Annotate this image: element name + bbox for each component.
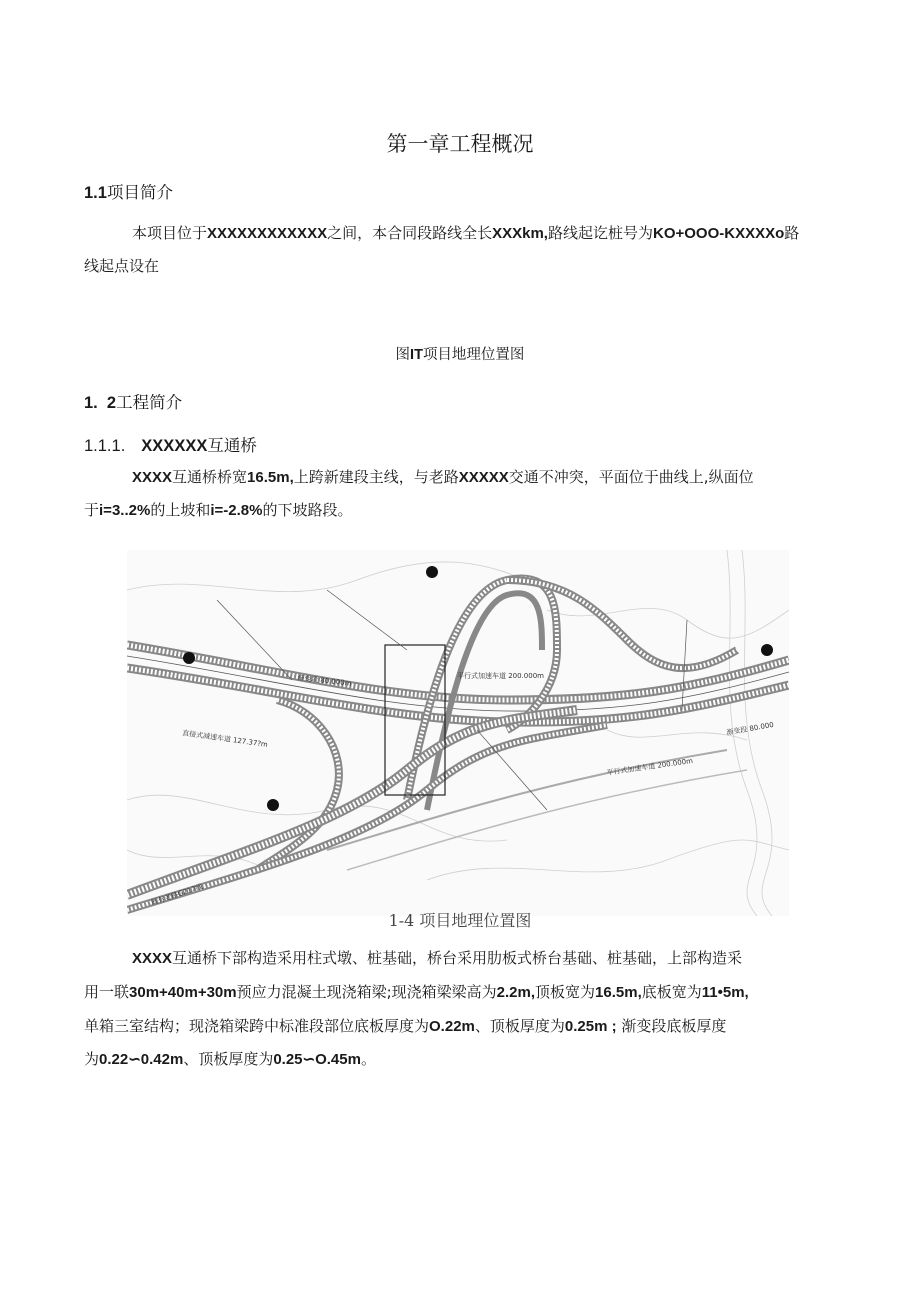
structure-paragraph-line-3 (84, 1015, 834, 1036)
span-value: 30m+40m+30m (129, 984, 237, 1001)
section-title: 互通桥 (207, 436, 257, 455)
text: 路线起讫桩号为 (547, 224, 653, 242)
text: 渐变段底板厚度 (616, 1017, 727, 1035)
drawing-caption: 1-4 项目地理位置图 (388, 911, 532, 930)
grade-up-value: i=3..2% (99, 502, 151, 519)
text: 为 (84, 1050, 100, 1068)
section-number: 1. 2 (84, 394, 117, 412)
bridge-paragraph-line-1 (84, 466, 834, 487)
bottom-width-value: 11•5m, (701, 984, 749, 1001)
bridge-name: XXXX (132, 469, 173, 486)
label-accel-lane: 平行式加速车道 200.000m (457, 672, 544, 680)
text: 的上坡和 (150, 501, 211, 519)
section-heading-1-2 (84, 389, 182, 413)
width-value: 16.5m, (247, 469, 294, 486)
text: 预应力混凝土现浇箱梁;现浇箱梁梁高为 (236, 983, 497, 1001)
bottom-thickness-range: 0.22∽0.42m (99, 1051, 184, 1068)
figure-caption-1 (0, 343, 920, 364)
figure-number: IT (410, 347, 423, 363)
label-taper: 渐变段 80.000m (296, 674, 352, 688)
structure-paragraph-line-2 (84, 981, 834, 1002)
text: 、顶板厚度为 (474, 1017, 565, 1035)
intro-paragraph-line-1 (84, 222, 834, 243)
structure-paragraph-line-1 (84, 947, 834, 968)
top-width-value: 16.5m, (595, 984, 642, 1001)
grade-down-value: i=-2.8% (210, 502, 263, 519)
text: 路 (784, 224, 800, 242)
text: 之间，本合同段路线全长 (327, 224, 493, 242)
section-title: 项目简介 (106, 183, 173, 202)
bridge-name: XXXX (132, 950, 173, 967)
station-value: KO+OOO-KXXXXo (652, 225, 785, 242)
bottom-thickness-value: O.22m (429, 1018, 475, 1035)
text: 单箱三室结构；现浇箱梁跨中标准段部位底板厚度为 (84, 1017, 430, 1035)
text: 用一联 (84, 983, 130, 1001)
text: 底板宽为 (641, 983, 702, 1001)
text: 互通桥下部构造采用柱式墩、桩基础，桥台采用肋板式桥台基础、桩基础，上部构造采 (172, 949, 743, 967)
label-old-road: 既有老路G217线 (150, 882, 204, 907)
section-number: 1.1.1. (84, 437, 126, 455)
intro-paragraph-line-2: 线起点设在 (84, 257, 160, 275)
section-number: 1.1 (84, 184, 107, 202)
text: 本项目位于 (132, 224, 208, 242)
length-value: XXXkm, (492, 225, 548, 242)
drawing-svg (127, 550, 789, 916)
chapter-title: 第一章工程概况 (386, 132, 534, 156)
bridge-name: XXXXXX (141, 437, 208, 455)
location-value: XXXXXXXXXXXX (207, 225, 328, 242)
bridge-paragraph-line-2 (84, 499, 834, 520)
interchange-plan-drawing (127, 550, 789, 916)
section-heading-1-1 (84, 179, 173, 203)
structure-paragraph-line-4 (84, 1048, 834, 1069)
text: 交通不冲突，平面位于曲线上,纵面位 (508, 468, 754, 486)
label-accel-lane-2: 平行式加速车道 200.000m (606, 756, 694, 777)
top-thickness-range: 0.25∽O.45m (273, 1051, 361, 1068)
text: 。 (360, 1050, 376, 1068)
text: 互通桥桥宽 (172, 468, 248, 486)
top-thickness-value: 0.25m ; (564, 1018, 617, 1035)
road-name: XXXXX (458, 469, 509, 486)
section-title: 工程简介 (116, 393, 183, 412)
text: 图 (395, 347, 411, 363)
text: 、顶板厚度为 (183, 1050, 274, 1068)
text: 项目地理位置图 (422, 347, 525, 363)
label-decel-lane: 直接式减速车道 127.37?m (181, 729, 269, 749)
beam-height-value: 2.2m, (496, 984, 536, 1001)
section-heading-1-1-1 (84, 432, 257, 456)
text: 顶板宽为 (535, 983, 596, 1001)
text: 的下坡路段。 (262, 501, 353, 519)
text: 上跨新建段主线，与老路 (293, 468, 459, 486)
label-taper-2: 渐变段 80.000 (725, 720, 775, 737)
text: 于 (84, 501, 100, 519)
